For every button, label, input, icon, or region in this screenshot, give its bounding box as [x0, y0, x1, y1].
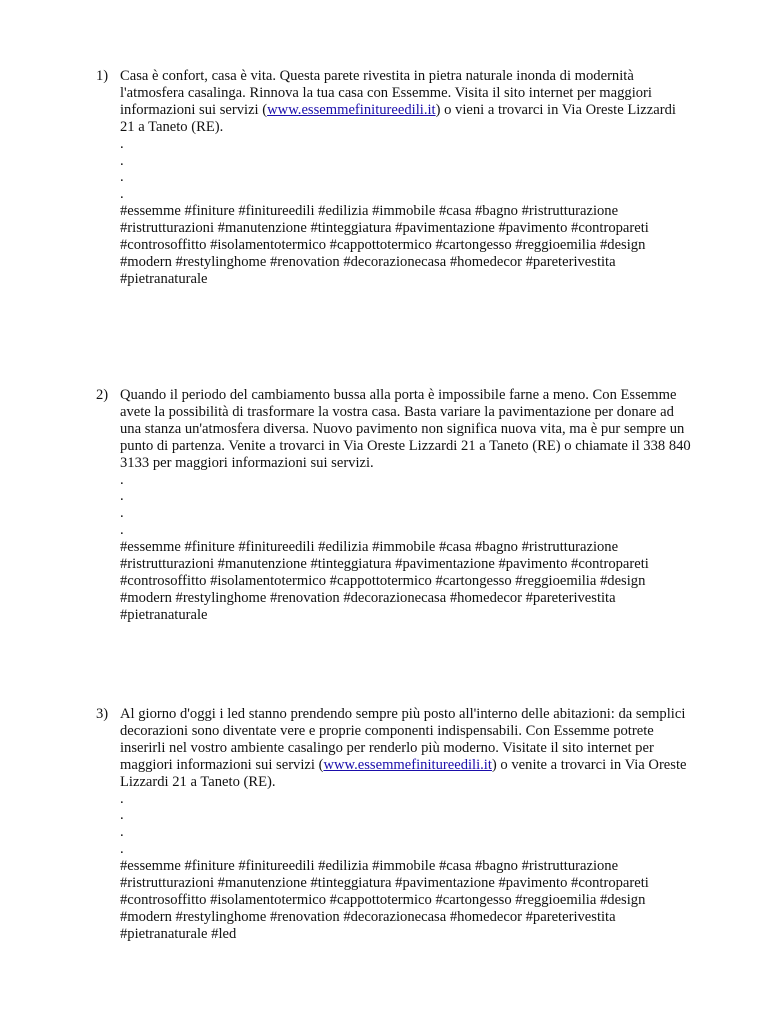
- dot-line: .: [120, 790, 124, 807]
- item-content: [120, 68, 692, 288]
- paragraph-text-before: Casa è confort, casa è vita. Questa parete rivestita in pietra naturale inonda di modernità l'atmosfera casalinga. Rinnova la tua casa con Essemme. Visita il sito internet per maggiori informazioni sui servizi (: [120, 68, 652, 118]
- item-number: 1): [96, 68, 109, 84]
- item-paragraph: [120, 68, 692, 136]
- paragraph-text-after: ) o venite a trovarci in Via Oreste Lizzardi 21 a Taneto (RE).: [120, 756, 687, 790]
- item-content: [120, 387, 692, 624]
- list-item-1: [96, 68, 696, 288]
- hashtags: #essemme #finiture #finitureedili #edilizia #immobile #casa #bagno #ristrutturazione #ristrutturazioni #manutenzione #tinteggiatura #pavimentazione #pavimento #contropareti #controsoffitto #isolamentotermico #cappottotermico #cartongesso #reggioemilia #design #modern #restylinghome #renovation #decorazionecasa #homedecor #pareterivestita #pietranaturale: [120, 539, 649, 623]
- dot-line: .: [120, 135, 124, 152]
- item-content: [120, 706, 692, 943]
- list-item-3: [96, 706, 696, 943]
- item-paragraph: [120, 706, 692, 791]
- paragraph-text-before: Al giorno d'oggi i led stanno prendendo sempre più posto all'interno delle abitazioni: da semplici decorazioni sono diventate vere e proprie componenti indispensabili. Con Essemme potrete inserirli nel vostro ambiente casalingo per renderlo più moderno. Visitate il sito internet per maggiori informazioni sui servizi (: [120, 706, 686, 773]
- dot-line: .: [120, 522, 124, 539]
- dot-line: .: [120, 807, 124, 824]
- dot-line: .: [120, 505, 124, 522]
- dot-line: .: [120, 471, 124, 488]
- paragraph-text-after: ) o vieni a trovarci in Via Oreste Lizzardi 21 a Taneto (RE).: [120, 101, 676, 135]
- dot-line: .: [120, 186, 124, 203]
- hashtags: #essemme #finiture #finitureedili #edilizia #immobile #casa #bagno #ristrutturazione #ristrutturazioni #manutenzione #tinteggiatura #pavimentazione #pavimento #contropareti #controsoffitto #isolamentotermico #cappottotermico #cartongesso #reggioemilia #design #modern #restylinghome #renovation #decorazionecasa #homedecor #pareterivestita #pietranaturale #led: [120, 858, 649, 942]
- hashtags: #essemme #finiture #finitureedili #edilizia #immobile #casa #bagno #ristrutturazione #ristrutturazioni #manutenzione #tinteggiatura #pavimentazione #pavimento #contropareti #controsoffitto #isolamentotermico #cappottotermico #cartongesso #reggioemilia #design #modern #restylinghome #renovation #decorazionecasa #homedecor #pareterivestita #pietranaturale: [120, 203, 649, 287]
- list-item-2: [96, 387, 696, 624]
- dot-line: .: [120, 169, 124, 186]
- dot-line: .: [120, 488, 124, 505]
- item-number: 2): [96, 387, 109, 403]
- website-link[interactable]: www.essemmefinitureedili.it: [323, 756, 492, 773]
- website-link[interactable]: www.essemmefinitureedili.it: [267, 101, 436, 118]
- dot-line: .: [120, 824, 124, 841]
- item-number: 3): [96, 706, 109, 722]
- dot-line: .: [120, 152, 124, 169]
- dot-line: .: [120, 841, 124, 858]
- item-paragraph: Quando il periodo del cambiamento bussa alla porta è impossibile farne a meno. Con Essemme avete la possibilità di trasformare la vostra casa. Basta variare la pavimentazione per donare ad una stanza un'atmosfera diversa. Nuovo pavimento non significa nuova vita, ma è pur sempre un punto di partenza. Venite a trovarci in Via Oreste Lizzardi 21 a Taneto (RE) o chiamate il 338 840 3133 per maggiori informazioni sui servizi.: [120, 387, 691, 471]
